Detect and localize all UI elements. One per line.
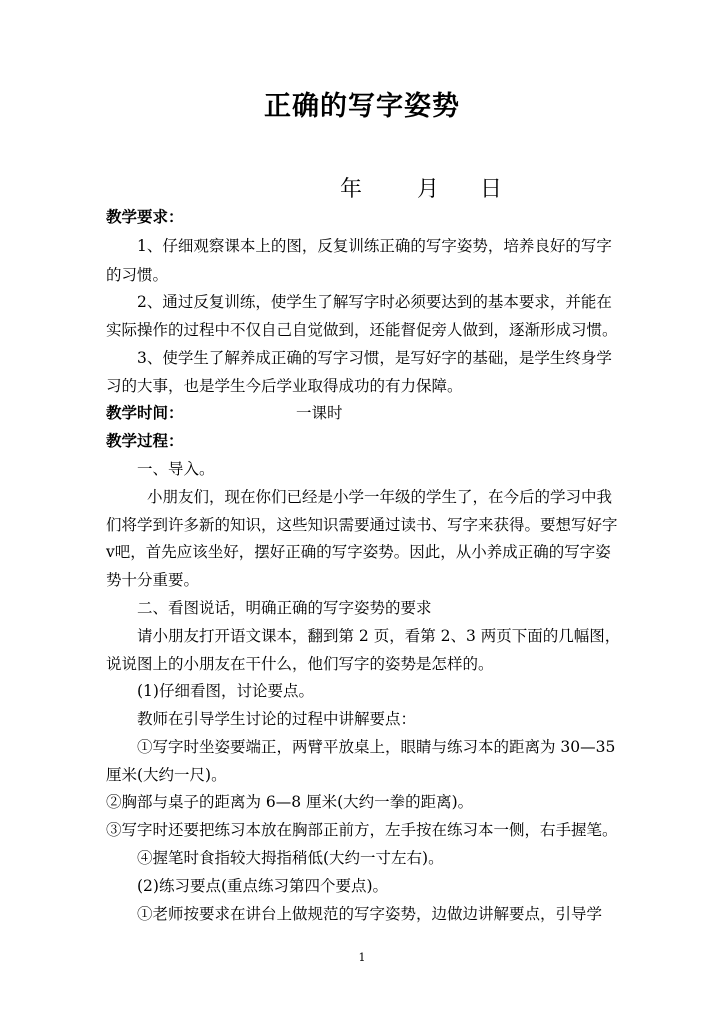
- intro-title: 一、导入。: [137, 460, 215, 478]
- section2-title: 二、看图说话，明确正确的写字姿势的要求: [137, 599, 432, 617]
- requirement-2-line-2: 实际操作的过程中不仅自己自觉做到，还能督促旁人做到，逐渐形成习惯。: [106, 321, 618, 339]
- point-4: ④握笔时食指较大拇指稍低(大约一寸左右)。: [137, 849, 444, 867]
- time-value: 一课时: [296, 404, 343, 422]
- step1-desc: 教师在引导学生讨论的过程中讲解要点：: [137, 710, 417, 728]
- date-month: 月: [417, 177, 440, 202]
- requirement-1-line-2: 的习惯。: [106, 266, 169, 284]
- intro-line-3: v吧，首先应该坐好，摆好正确的写字姿势。因此，从小养成正确的写字姿: [106, 543, 611, 561]
- process-heading: 教学过程：: [106, 432, 184, 450]
- section2-line-1: 请小朋友打开语文课本，翻到第 2 页，看第 2、3 两页下面的几幅图，: [137, 627, 621, 645]
- requirement-2-line-1: 2、通过反复训练，使学生了解写字时必须要达到的基本要求，并能在: [137, 293, 612, 311]
- page-number: 1: [358, 951, 366, 964]
- point-3: ③写字时还要把练习本放在胸部正前方，左手按在练习本一侧，右手握笔。: [106, 821, 618, 839]
- section2-line-2: 说说图上的小朋友在干什么，他们写字的姿势是怎样的。: [106, 655, 494, 673]
- step2-title: (2)练习要点(重点练习第四个要点)。: [137, 877, 389, 895]
- point-1-line-2: 厘米(大约一尺)。: [106, 766, 227, 784]
- page-title: 正确的写字姿势: [264, 91, 460, 122]
- intro-line-2: 们将学到许多新的知识，这些知识需要通过读书、写字来获得。要想写好字: [106, 516, 618, 534]
- intro-line-1: 小朋友们，现在你们已经是小学一年级的学生了，在今后的学习中我: [147, 488, 613, 506]
- intro-line-4: 势十分重要。: [106, 571, 200, 589]
- requirement-3-line-2: 习的大事，也是学生今后学业取得成功的有力保障。: [106, 377, 463, 395]
- requirements-heading: 教学要求：: [106, 208, 184, 226]
- date-day: 日: [480, 177, 503, 202]
- time-label: 教学时间：: [106, 404, 184, 422]
- point-2: ②胸部与桌子的距离为 6—8 厘米(大约一拳的距离)。: [106, 793, 474, 811]
- requirement-1-line-1: 1、仔细观察课本上的图，反复训练正确的写字姿势，培养良好的写字: [137, 237, 612, 255]
- date-year: 年: [340, 177, 363, 202]
- point-1-line-1: ①写字时坐姿要端正，两臂平放桌上，眼睛与练习本的距离为 30—35: [137, 738, 616, 756]
- step1-title: (1)仔细看图，讨论要点。: [137, 682, 314, 700]
- requirement-3-line-1: 3、使学生了解养成正确的写字习惯，是写好字的基础，是学生终身学: [137, 349, 612, 367]
- step2-point-1: ①老师按要求在讲台上做规范的写字姿势，边做边讲解要点，引导学: [137, 905, 603, 923]
